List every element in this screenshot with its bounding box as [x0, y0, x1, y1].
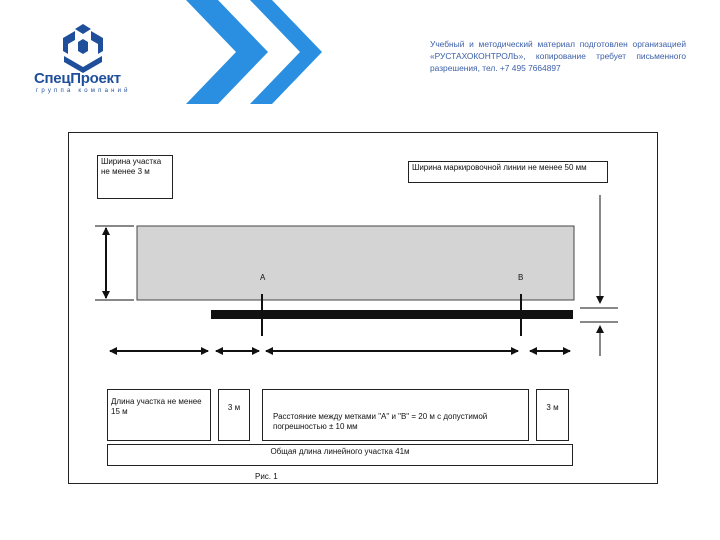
total-length-label: Общая длина линейного участка 41м: [107, 444, 573, 466]
mark-width-label: Ширина маркировочной линии не менее 50 мм: [408, 161, 608, 183]
gap-right-label: 3 м: [536, 389, 569, 441]
distance-label: Расстояние между метками "А" и "В" = 20 м с допустимой погрешностью ± 10 мм: [262, 389, 529, 441]
gap-left-label: 3 м: [218, 389, 250, 441]
mark-b-label: B: [518, 273, 524, 282]
copyright-notice: Учебный и методический материал подготовлен организацией «РУСТАХОКОНТРОЛЬ», копирование требует письменного разрешения, тел. +7 495 7664897: [430, 39, 686, 73]
figure-caption: Рис. 1: [255, 472, 278, 481]
logo-text: СпецПроект: [34, 70, 121, 87]
width-label: Ширина участка не менее 3 м: [97, 155, 173, 199]
test-strip: [137, 226, 574, 300]
marking-line: [211, 310, 573, 319]
mark-a-label: A: [260, 273, 266, 282]
length-label: Длина участка не менее 15 м: [107, 389, 211, 441]
logo-subtitle: группа компаний: [36, 88, 131, 94]
